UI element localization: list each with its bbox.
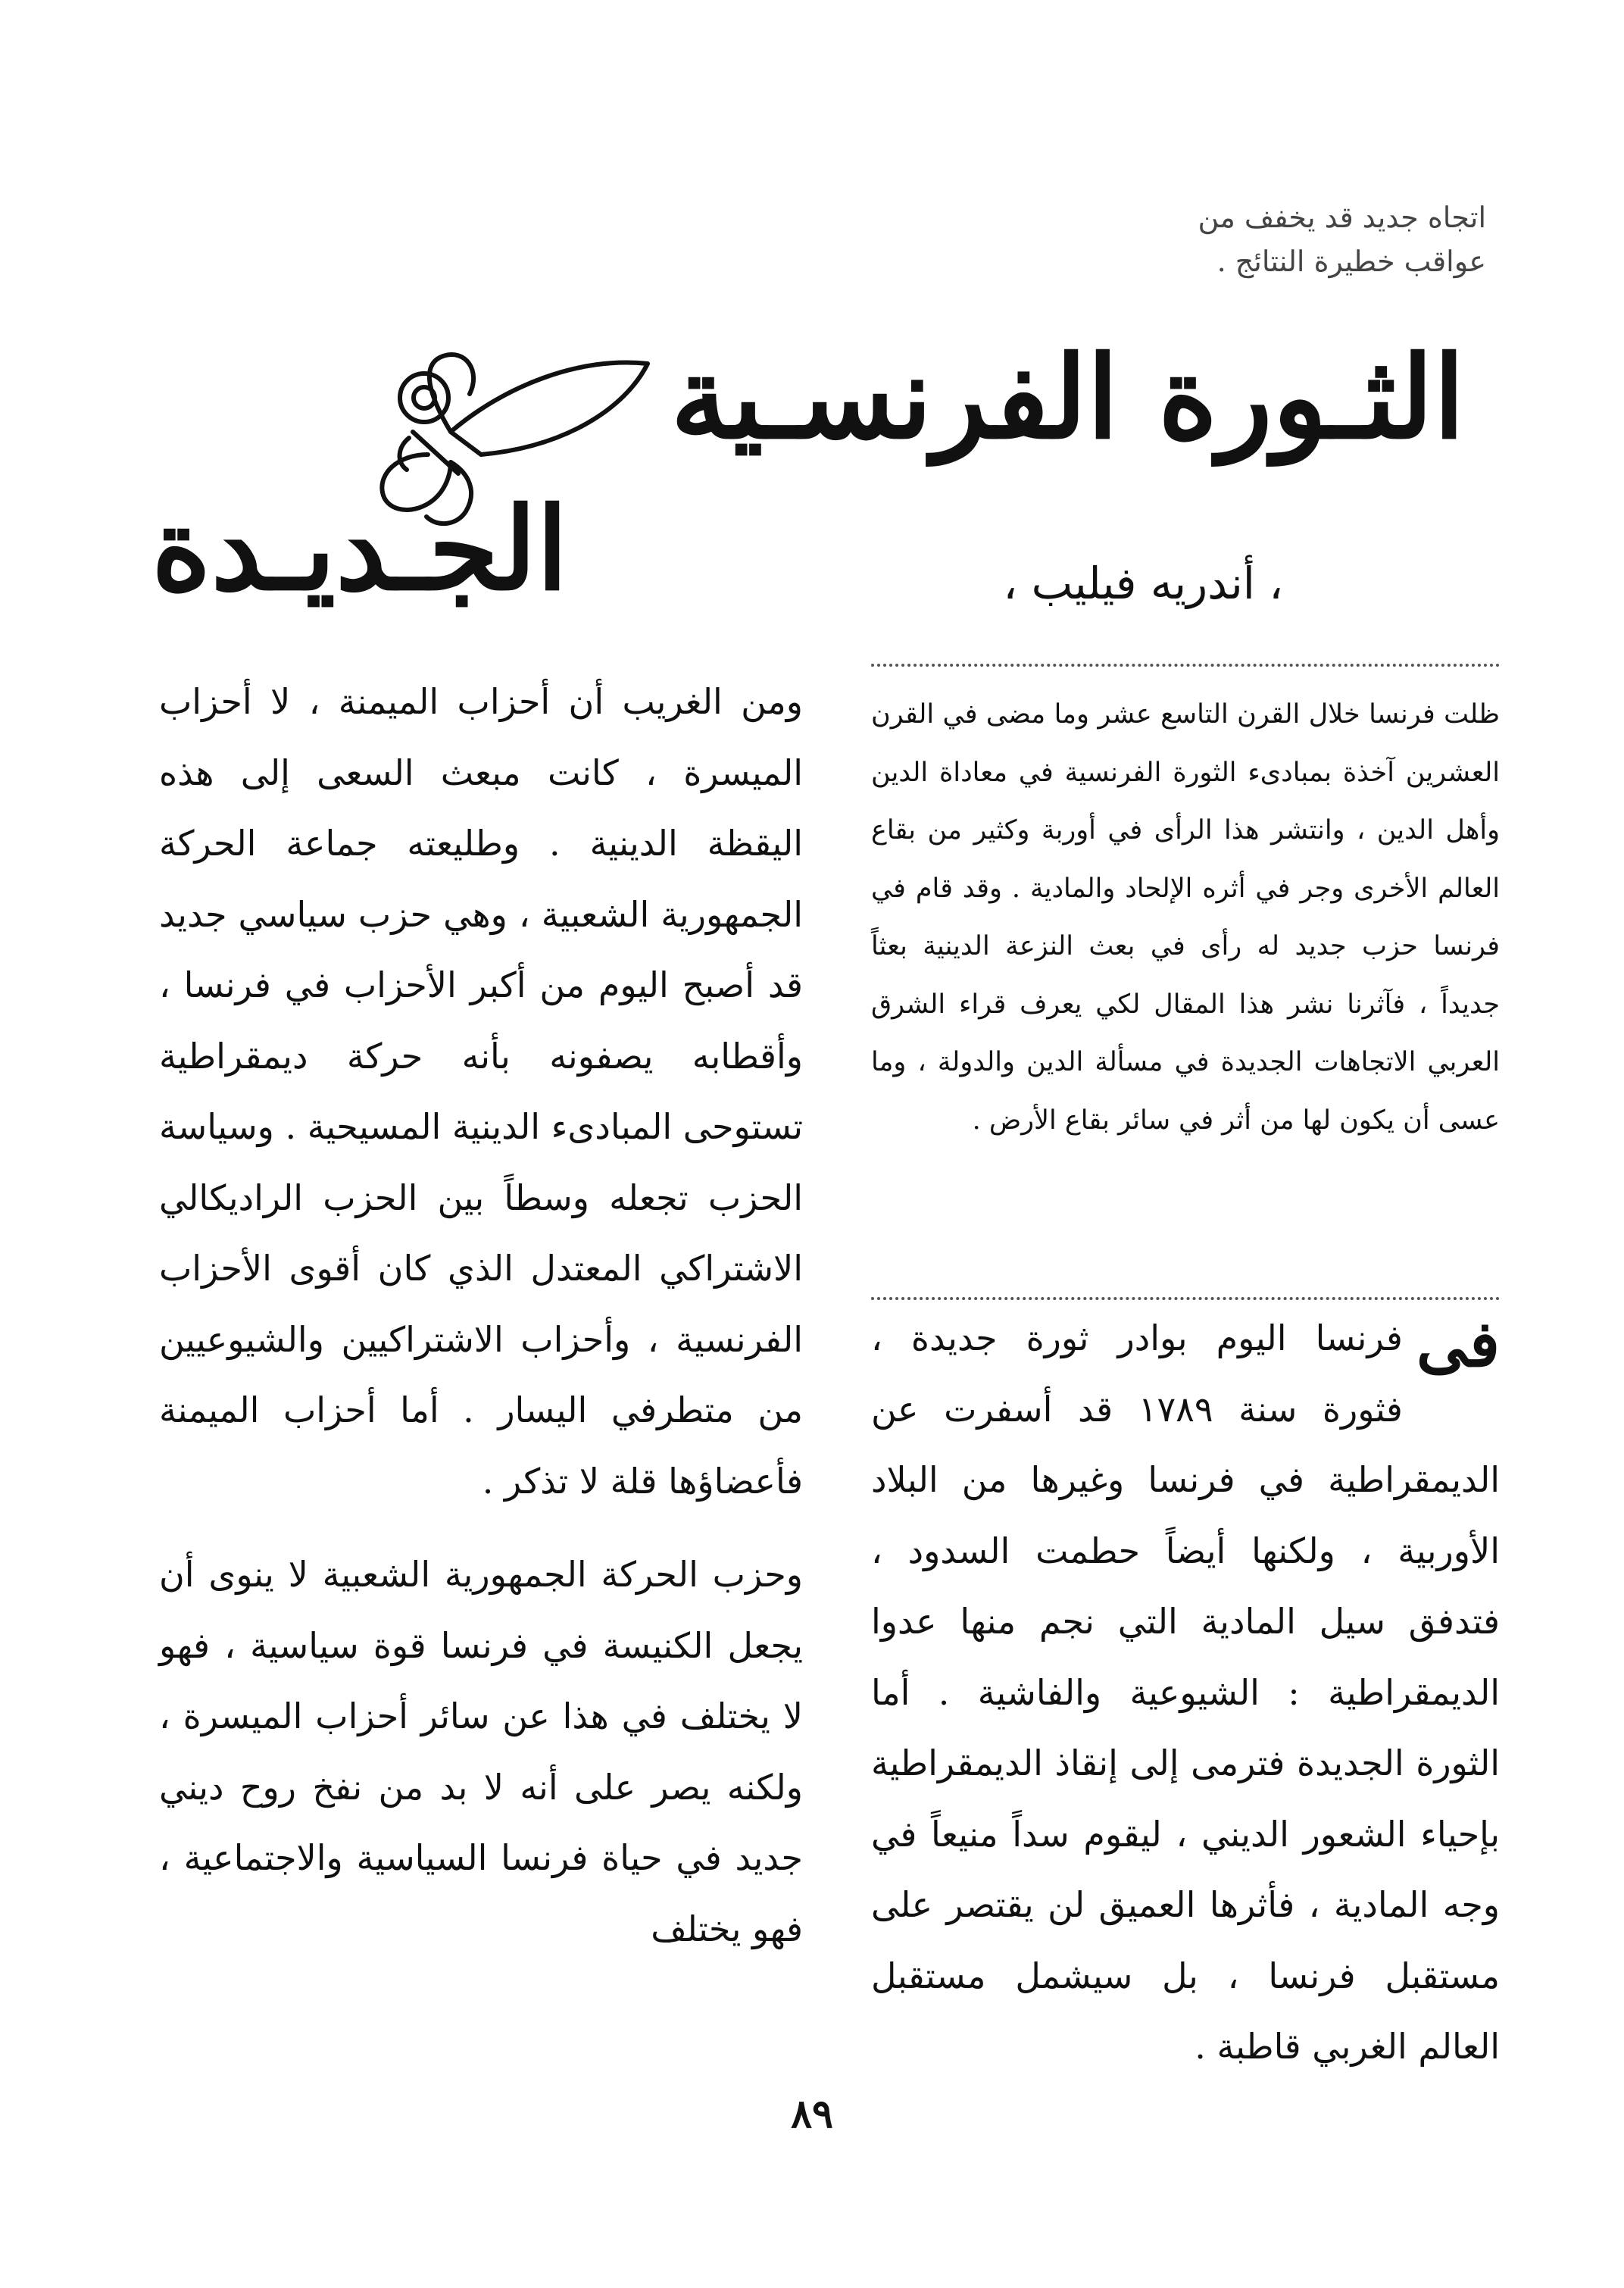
kicker bbox=[1107, 195, 1486, 283]
intro-text: ظلت فرنسا خلال القرن التاسع عشر وما مضى في القرن العشرين آخذة بمبادىء الثورة الفرنسية في معاداة الدين وأهل الدين ، وانتشر هذا الرأى في أوربة وكثير من بقاع العالم الأخرى وجر في أثره الإلحاد والمادية . وقد قام في فرنسا حزب جديد له رأى في بعث النزعة الدينية بعثاً جديداً ، فآثرنا نشر هذا المقال لكي يعرف قراء الشرق العربي الاتجاهات الجديدة في مسألة الدين والدولة ، وما عسى أن يكون لها من أثر في سائر بقاع الأرض . bbox=[871, 699, 1500, 1136]
intro-top-divider bbox=[871, 664, 1500, 667]
article-column-left bbox=[159, 667, 803, 1964]
page-number: ٨٩ bbox=[791, 2091, 833, 2137]
article-title-line2: الجـديـدة bbox=[151, 483, 568, 616]
author-name: ، أندريه فيليب ، bbox=[1003, 558, 1283, 609]
kicker-line: اتجاه جديد قد يخفف من bbox=[1198, 201, 1486, 234]
intro-bottom-divider bbox=[871, 1297, 1500, 1300]
drop-cap: فى bbox=[1416, 1306, 1500, 1381]
article-title: الثـورة الفرنسـية bbox=[670, 331, 1465, 464]
kicker-line: عواقب خطيرة النتائج . bbox=[1216, 245, 1486, 278]
article-paragraph: وحزب الحركة الجمهورية الشعبية لا ينوى أن يجعل الكنيسة في فرنسا قوة سياسية ، فهو لا يختلف في هذا عن سائر أحزاب الميسرة ، ولكنه يصر على أنه لا بد من نفخ روح ديني جديد في حياة فرنسا السياسية والاجتماعية ، فهو يختلف bbox=[159, 1554, 803, 1949]
article-column-right bbox=[871, 1303, 1500, 2083]
article-paragraph: ومن الغريب أن أحزاب الميمنة ، لا أحزاب الميسرة ، كانت مبعث السعى إلى هذه اليقظة الدينية . وطليعته جماعة الحركة الجمهورية الشعبية ، وهي حزب سياسي جديد قد أصبح اليوم من أكبر الأحزاب في فرنسا ، وأقطابه يصفونه بأنه حركة ديمقراطية تستوحى المبادىء الدينية المسيحية . وسياسة الحزب تجعله وسطاً بين الحزب الراديكالي الاشتراكي المعتدل الذي كان أقوى الأحزاب الفرنسية ، وأحزاب الاشتراكيين والشيوعيين من متطرفي اليسار . أما أحزاب الميمنة فأعضاؤها قلة لا تذكر . bbox=[159, 681, 803, 1502]
article-text: فرنسا اليوم بوادر ثورة جديدة ، فثورة سنة ١٧٨٩ قد أسفرت عن الديمقراطية في فرنسا وغيرها من البلاد الأوربية ، ولكنها أيضاً حطمت السدود ، فتدفق سيل المادية التي نجم منها عدوا الديمقراطية : الشيوعية والفاشية . أما الثورة الجديدة فترمى إلى إنقاذ الديمقراطية بإحياء الشعور الديني ، ليقوم سداً منيعاً في وجه المادية ، فأثرها العميق لن يقتصر على مستقبل فرنسا ، بل سيشمل مستقبل العالم الغربي قاطبة . bbox=[871, 1317, 1500, 2067]
